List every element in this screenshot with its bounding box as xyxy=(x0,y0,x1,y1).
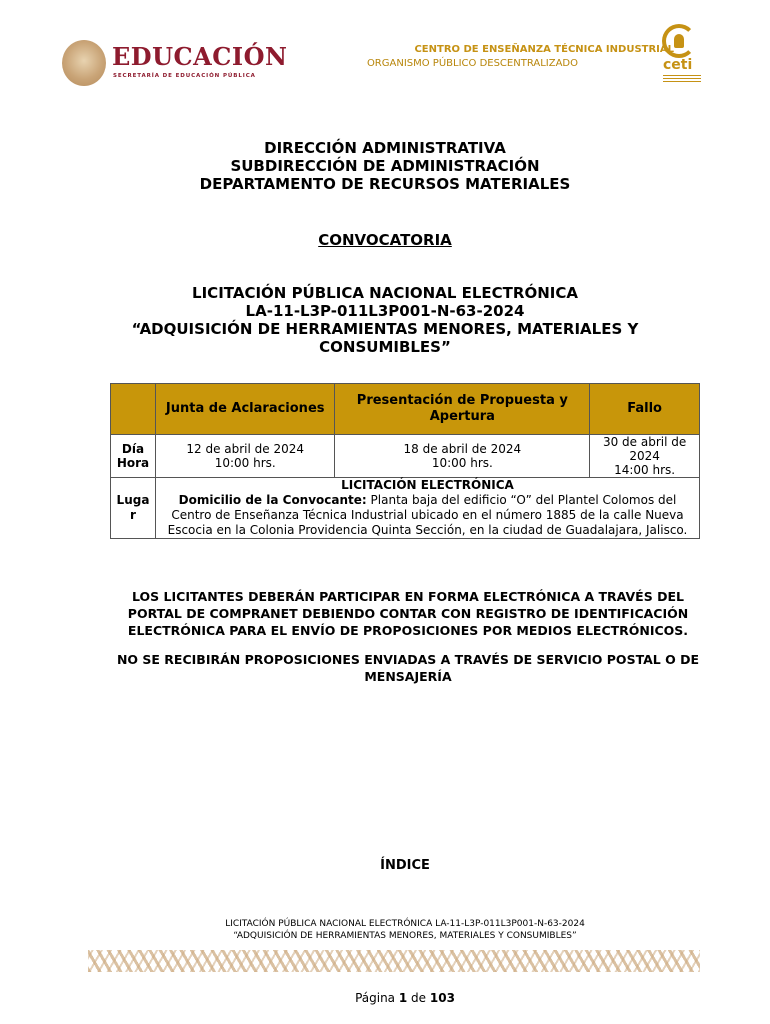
schedule-table xyxy=(110,383,700,539)
page-prefix: Página xyxy=(355,991,396,1005)
page-current: 1 xyxy=(398,991,408,1005)
domicile-label: Domicilio de la Convocante: xyxy=(178,493,367,507)
convocatoria-title: CONVOCATORIA xyxy=(318,231,452,249)
row-label-place-part1: Luga xyxy=(116,493,150,507)
column-header-proposals: Presentación de Propuesta y Apertura xyxy=(335,384,590,435)
no-postal-notice: NO SE RECIBIRÁN PROPOSICIONES ENVIADAS A TRAVÉS DE SERVICIO POSTAL O DE MENSAJERÍA xyxy=(116,652,700,684)
row-label-place xyxy=(111,478,156,539)
tender-subject-line1: “ADQUISICIÓN DE HERRAMIENTAS MENORES, MATERIALES Y xyxy=(131,320,639,338)
date-time: 10:00 hrs. xyxy=(431,456,493,470)
column-header-clarifications: Junta de Aclaraciones xyxy=(156,384,335,435)
date-day: 12 de abril de 2024 xyxy=(186,442,305,456)
place-heading: LICITACIÓN ELECTRÓNICA xyxy=(341,478,514,492)
corner-cell xyxy=(111,384,156,435)
center-type: ORGANISMO PÚBLICO DESCENTRALIZADO xyxy=(366,58,578,69)
date-cell-proposals xyxy=(335,435,590,478)
decorative-border-band xyxy=(88,950,700,972)
center-name: CENTRO DE ENSEÑANZA TÉCNICA INDUSTRIAL xyxy=(414,44,674,55)
row-label-day-time xyxy=(111,435,156,478)
date-cell-ruling xyxy=(590,435,700,478)
ceti-logo-text: ceti xyxy=(663,57,693,73)
date-time: 10:00 hrs. xyxy=(214,456,276,470)
ceti-fine-print xyxy=(663,74,701,82)
date-time: 14:00 hrs. xyxy=(614,463,676,477)
domicile-paragraph xyxy=(160,493,695,538)
tender-code: LA-11-L3P-011L3P001-N-63-2024 xyxy=(245,302,525,320)
page-total: 103 xyxy=(429,991,455,1005)
ceti-logo xyxy=(660,24,704,84)
brand-title: EDUCACIÓN xyxy=(112,42,288,71)
direction-title: DIRECCIÓN ADMINISTRATIVA xyxy=(264,139,506,157)
national-seal-icon xyxy=(62,40,106,86)
department-title: DEPARTAMENTO DE RECURSOS MATERIALES xyxy=(199,175,571,193)
electronic-participation-notice: LOS LICITANTES DEBERÁN PARTICIPAR EN FORMA ELECTRÓNICA A TRAVÉS DEL PORTAL DE COMPRANET DEBIENDO CONTAR CON REGISTRO DE IDENTIFICACIÓN ELECTRÓNICA PARA EL ENVÍO DE PROPOSICIONES POR MEDIOS ELECTRÓNICOS. xyxy=(127,589,689,638)
table-row-place xyxy=(111,478,700,539)
department-heading xyxy=(0,139,770,193)
column-header-ruling: Fallo xyxy=(590,384,700,435)
table-row-dates xyxy=(111,435,700,478)
footer-subject-line: “ADQUISICIÓN DE HERRAMIENTAS MENORES, MATERIALES Y CONSUMIBLES” xyxy=(233,931,577,941)
tender-subject-line2: CONSUMIBLES” xyxy=(319,338,451,356)
index-heading: ÍNDICE xyxy=(380,858,430,873)
tender-type: LICITACIÓN PÚBLICA NACIONAL ELECTRÓNICA xyxy=(192,284,578,302)
ceti-figure-icon xyxy=(674,34,684,48)
page-number xyxy=(0,991,770,1005)
page-of: de xyxy=(411,991,427,1005)
tender-heading xyxy=(0,284,770,356)
row-label-place-part2: r xyxy=(130,508,136,522)
footer-tender-line: LICITACIÓN PÚBLICA NACIONAL ELECTRÓNICA LA-11-L3P-011L3P001-N-63-2024 xyxy=(225,919,585,929)
date-cell-clarifications xyxy=(156,435,335,478)
date-day: 18 de abril de 2024 xyxy=(403,442,522,456)
schedule-header-row xyxy=(111,384,700,435)
row-label-day: Día xyxy=(121,442,145,456)
subdirection-title: SUBDIRECCIÓN DE ADMINISTRACIÓN xyxy=(230,157,540,175)
brand-subtitle: SECRETARÍA DE EDUCACIÓN PÚBLICA xyxy=(113,73,256,79)
domicile-text: Planta baja del edificio “O” del Plantel Colomos del Centro de Enseñanza Técnica Industrial ubicado en el número 1885 de la calle Nueva Escocia en la Colonia Providencia Quinta Sección, en la ciudad de Guadalajara, Jalisco. xyxy=(167,493,688,537)
place-cell xyxy=(156,478,700,539)
row-label-time: Hora xyxy=(116,456,150,470)
date-day: 30 de abril de 2024 xyxy=(602,435,687,463)
sep-logo xyxy=(62,40,288,90)
